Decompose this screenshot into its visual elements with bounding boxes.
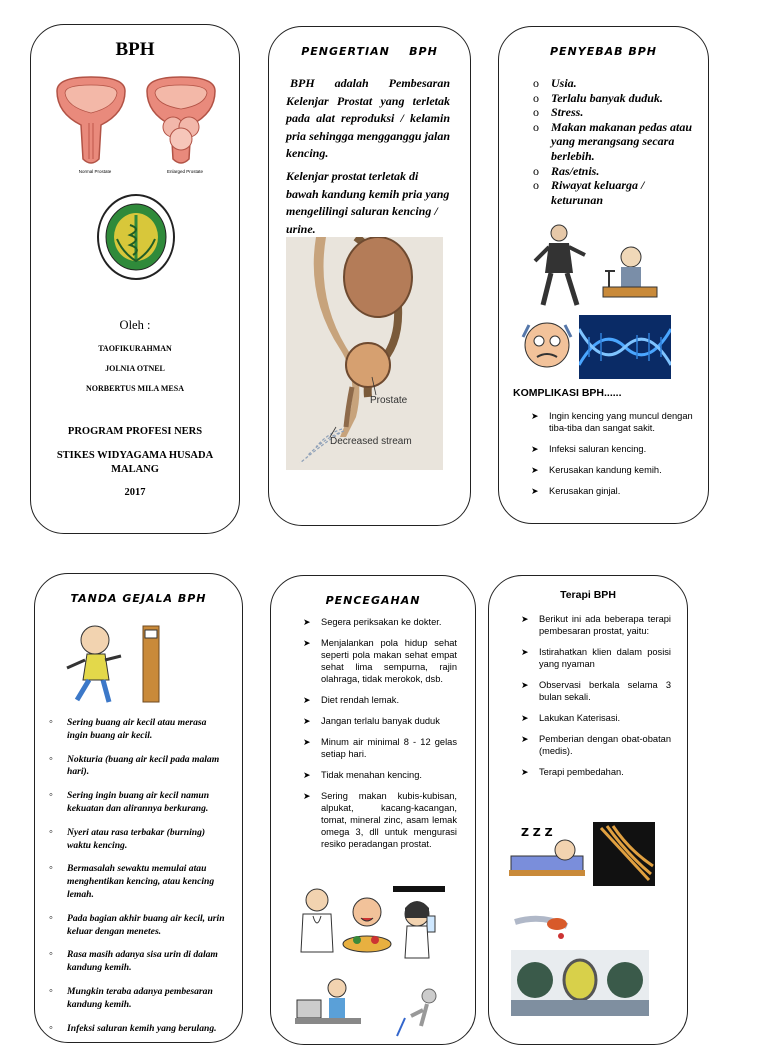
pengertian-paragraph-2: Kelenjar prostat terletak di bawah kandung kemih pria yang mengelilingi saluran kencing / urine. [286, 169, 450, 236]
figure-label-prostate: Prostate [370, 395, 408, 406]
author-3: NORBERTUS MILA MESA [86, 384, 184, 393]
terapi-panel [488, 575, 688, 1045]
penyebab-item: o Makan makanan pedas atau yang merangsang secara berlebih. [531, 120, 694, 164]
program-name: PROGRAM PROFESI NERS [67, 426, 203, 437]
pengertian-paragraph-1: BPH adalah Pembesaran Kelenjar Prostat yang terletak pada alat reproduksi / kelamin pria sehingga mengganggu jalan kencing. [286, 76, 450, 160]
terapi-title: Terapi BPH [560, 589, 616, 601]
pencegahan-list [301, 616, 457, 859]
pencegahan-item: ➤ Tidak menahan kencing. [301, 769, 457, 781]
enlarged-prostate-caption: Enlarged Prostate [166, 169, 204, 174]
penyebab-item: o Ras/etnis. [531, 164, 694, 179]
prostate-illustration [49, 73, 225, 181]
tanda-title: TANDA GEJALA BPH [70, 592, 207, 605]
pencegahan-item: ➤ Minum air minimal 8 - 12 gelas setiap hari. [301, 736, 457, 760]
by-label: Oleh : [119, 318, 151, 332]
pencegahan-item: ➤ Sering makan kubis-kubisan, alpukat, kacang-kacangan, tomat, mineral zinc, asam lemak omega 3, dll untuk mengurasi resiko peradangan prostat. [301, 790, 457, 850]
institution-name: STIKES WIDYAGAMA HUSADA MALANG [56, 450, 214, 475]
pencegahan-panel [270, 575, 476, 1045]
penyebab-list [531, 76, 694, 207]
exercise-figure-image [391, 986, 441, 1038]
komplikasi-list [529, 410, 696, 506]
terapi-item: ➤ Lakukan Katerisasi. [519, 712, 671, 724]
terapi-list [519, 613, 671, 787]
tanda-panel [34, 573, 243, 1043]
komplikasi-item: ➤ Infeksi saluran kencing. [529, 443, 696, 455]
tanda-item: ◦ Bermasalah sewaktu memulai atau menghentikan kencing, atau kencing lemah. [47, 863, 228, 901]
tanda-item: ◦ Infeksi saluran kemih yang berulang. [47, 1023, 228, 1036]
stikes-logo-image [95, 191, 177, 283]
cover-title: BPH [115, 39, 155, 60]
surgery-image [511, 950, 649, 1016]
penyebab-item: o Stress. [531, 105, 694, 120]
stressed-man-image [519, 317, 575, 375]
figure-label-stream: Decreased stream [330, 436, 412, 447]
penyebab-panel [498, 26, 709, 524]
pencegahan-item: ➤ Diet rendah lemak. [301, 694, 457, 706]
komplikasi-item: ➤ Kerusakan ginjal. [529, 485, 696, 497]
prostate-image [49, 73, 225, 181]
institution-logo [95, 191, 177, 283]
penyebab-item: o Riwayat keluarga / keturunan [531, 178, 694, 207]
sleep-label: Z Z Z [521, 826, 553, 839]
komplikasi-title: KOMPLIKASI BPH...... [513, 387, 622, 399]
pencegahan-item: ➤ Jangan terlalu banyak duduk [301, 715, 457, 727]
author-1: TAOFIKURAHMAN [98, 344, 172, 353]
penyebab-title: PENYEBAB BPH [549, 45, 658, 58]
dna-image [579, 315, 671, 379]
desk-worker-image [599, 241, 661, 311]
tanda-item: ◦ Sering buang air kecil atau merasa ingin buang air kecil. [47, 717, 228, 743]
tanda-item: ◦ Nyeri atau rasa terbakar (burning) waktu kencing. [47, 827, 228, 853]
sitting-man-image [527, 221, 591, 311]
pengertian-panel [268, 26, 471, 526]
office-worker-image [293, 976, 363, 1038]
doctor-image [295, 886, 339, 956]
tanda-list [47, 717, 228, 1043]
penyebab-item: o Usia. [531, 76, 694, 91]
tanda-item: ◦ Sering ingin buang air kecil namun kekuatan dan alirannya berkurang. [47, 790, 228, 816]
pencegahan-title: PENCEGAHAN [325, 594, 421, 607]
author-2: JOLNIA OTNEL [105, 364, 165, 373]
tanda-item: ◦ Pada bagian akhir buang air kecil, urin keluar dengan menetes. [47, 913, 228, 939]
normal-prostate-caption: Normal Prostate [78, 169, 112, 174]
terapi-item: ➤ Observasi berkala selama 3 bulan sekali. [519, 679, 671, 703]
sleeping-patient-image [507, 820, 587, 884]
terapi-item: ➤ Berikut ini ada beberapa terapi pembesaran prostat, yaitu: [519, 613, 671, 637]
medicine-image [511, 892, 575, 944]
tanda-item: ◦ Mungkin teraba adanya pembesaran kandung kemih. [47, 986, 228, 1012]
terapi-item: ➤ Pemberian dengan obat-obatan (medis). [519, 733, 671, 757]
pengertian-title: PENGERTIAN BPH [301, 45, 438, 58]
year: 2017 [124, 487, 146, 498]
cover-panel [30, 24, 240, 534]
tanda-item: ◦ Rasa masih adanya sisa urin di dalam kandung kemih. [47, 949, 228, 975]
penyebab-item: o Terlalu banyak duduk. [531, 91, 694, 106]
tanda-item: ◦ Nokturia (buang air kecil pada malam hari). [47, 754, 228, 780]
pencegahan-item: ➤ Menjalankan pola hidup sehat seperti pola makan sehat empat sehat lima sempurna, rajin olahraga, tidak merokok, dsb. [301, 637, 457, 685]
drinking-woman-image [393, 886, 445, 960]
eating-man-image [341, 892, 393, 958]
toilet-rush-image [59, 620, 165, 708]
prostate-anatomy-figure [286, 237, 443, 470]
komplikasi-item: ➤ Ingin kencing yang muncul dengan tiba-tiba dan sangat sakit. [529, 410, 696, 434]
terapi-item: ➤ Istirahatkan klien dalam posisi yang nyaman [519, 646, 671, 670]
catheter-image [593, 822, 655, 886]
pencegahan-item: ➤ Segera periksakan ke dokter. [301, 616, 457, 628]
komplikasi-item: ➤ Kerusakan kandung kemih. [529, 464, 696, 476]
terapi-item: ➤ Terapi pembedahan. [519, 766, 671, 778]
